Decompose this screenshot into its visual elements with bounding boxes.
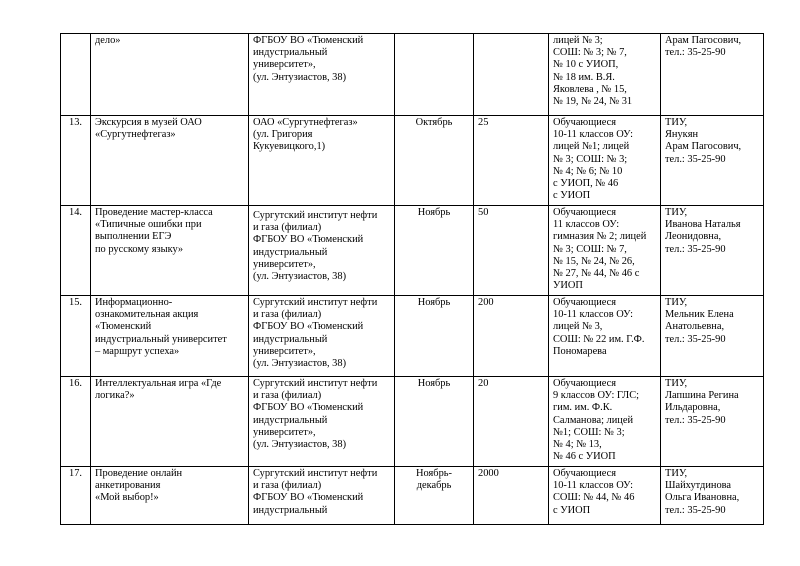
cell-responsible: Арам Пагосович, тел.: 35-25-90 bbox=[661, 34, 764, 116]
cell-responsible: ТИУ, Янукян Арам Пагосович, тел.: 35-25-90 bbox=[661, 116, 764, 206]
cell-participants: Обучающиеся 10-11 классов ОУ: СОШ: № 44, № 46 с УИОП bbox=[549, 467, 661, 525]
cell-place: Сургутский институт нефти и газа (филиал) ФГБОУ ВО «Тюменский индустриальный bbox=[249, 467, 395, 525]
cell-participants: Обучающиеся 10-11 классов ОУ: лицей № 3, СОШ: № 22 им. Г.Ф. Пономарева bbox=[549, 296, 661, 377]
table-body bbox=[61, 34, 764, 525]
cell-month: Ноябрь bbox=[395, 296, 474, 377]
cell-place: ФГБОУ ВО «Тюменский индустриальный университет», (ул. Энтузиастов, 38) bbox=[249, 34, 395, 116]
cell-month: Октябрь bbox=[395, 116, 474, 206]
cell-count: 200 bbox=[474, 296, 549, 377]
cell-responsible: ТИУ, Иванова Наталья Леонидовна, тел.: 35-25-90 bbox=[661, 206, 764, 296]
cell-event-name: дело» bbox=[91, 34, 249, 116]
cell-number: 14. bbox=[61, 206, 91, 296]
events-table bbox=[60, 33, 764, 525]
table-row bbox=[61, 206, 764, 296]
cell-month: Ноябрь bbox=[395, 377, 474, 467]
cell-event-name: Экскурсия в музей ОАО «Сургутнефтегаз» bbox=[91, 116, 249, 206]
cell-month: Ноябрь- декабрь bbox=[395, 467, 474, 525]
cell-number bbox=[61, 34, 91, 116]
cell-participants: лицей № 3; СОШ: № 3; № 7, № 10 с УИОП, № 18 им. В.Я. Яковлева , № 15, № 19, № 24, № 31 bbox=[549, 34, 661, 116]
cell-participants: Обучающиеся 9 классов ОУ: ГЛС; гим. им. Ф.К. Салманова; лицей №1; СОШ: № 3; № 4; № 13, № 46 с УИОП bbox=[549, 377, 661, 467]
table-row bbox=[61, 377, 764, 467]
cell-count bbox=[474, 34, 549, 116]
cell-responsible: ТИУ, Лапшина Регина Ильдаровна, тел.: 35-25-90 bbox=[661, 377, 764, 467]
table-row bbox=[61, 34, 764, 116]
cell-event-name: Интеллектуальная игра «Где логика?» bbox=[91, 377, 249, 467]
cell-number: 15. bbox=[61, 296, 91, 377]
cell-month: Ноябрь bbox=[395, 206, 474, 296]
cell-participants: Обучающиеся 11 классов ОУ: гимназия № 2; лицей № 3; СОШ: № 7, № 15, № 24, № 26, № 27, № 44, № 46 с УИОП bbox=[549, 206, 661, 296]
cell-place: Сургутский институт нефти и газа (филиал) ФГБОУ ВО «Тюменский индустриальный университет», (ул. Энтузиастов, 38) bbox=[249, 377, 395, 467]
cell-number: 16. bbox=[61, 377, 91, 467]
cell-count: 50 bbox=[474, 206, 549, 296]
cell-place: Сургутский институт нефти и газа (филиал) ФГБОУ ВО «Тюменский индустриальный университет», (ул. Энтузиастов, 38) bbox=[249, 296, 395, 377]
table-row bbox=[61, 116, 764, 206]
table-row bbox=[61, 296, 764, 377]
cell-event-name: Информационно- ознакомительная акция «Тюменский индустриальный университет – маршрут успеха» bbox=[91, 296, 249, 377]
cell-participants: Обучающиеся 10-11 классов ОУ: лицей №1; лицей № 3; СОШ: № 3; № 4; № 6; № 10 с УИОП, № 46 с УИОП bbox=[549, 116, 661, 206]
cell-event-name: Проведение онлайн анкетирования «Мой выбор!» bbox=[91, 467, 249, 525]
cell-place: Сургутский институт нефти и газа (филиал) ФГБОУ ВО «Тюменский индустриальный университет», (ул. Энтузиастов, 38) bbox=[249, 206, 395, 296]
cell-responsible: ТИУ, Мельник Елена Анатольевна, тел.: 35-25-90 bbox=[661, 296, 764, 377]
cell-count: 2000 bbox=[474, 467, 549, 525]
cell-month bbox=[395, 34, 474, 116]
cell-count: 20 bbox=[474, 377, 549, 467]
cell-number: 13. bbox=[61, 116, 91, 206]
cell-event-name: Проведение мастер-класса «Типичные ошибки при выполнении ЕГЭ по русскому языку» bbox=[91, 206, 249, 296]
cell-place: ОАО «Сургутнефтегаз» (ул. Григория Кукуевицкого,1) bbox=[249, 116, 395, 206]
cell-number: 17. bbox=[61, 467, 91, 525]
cell-count: 25 bbox=[474, 116, 549, 206]
table-row bbox=[61, 467, 764, 525]
cell-responsible: ТИУ, Шайхутдинова Ольга Ивановна, тел.: 35-25-90 bbox=[661, 467, 764, 525]
